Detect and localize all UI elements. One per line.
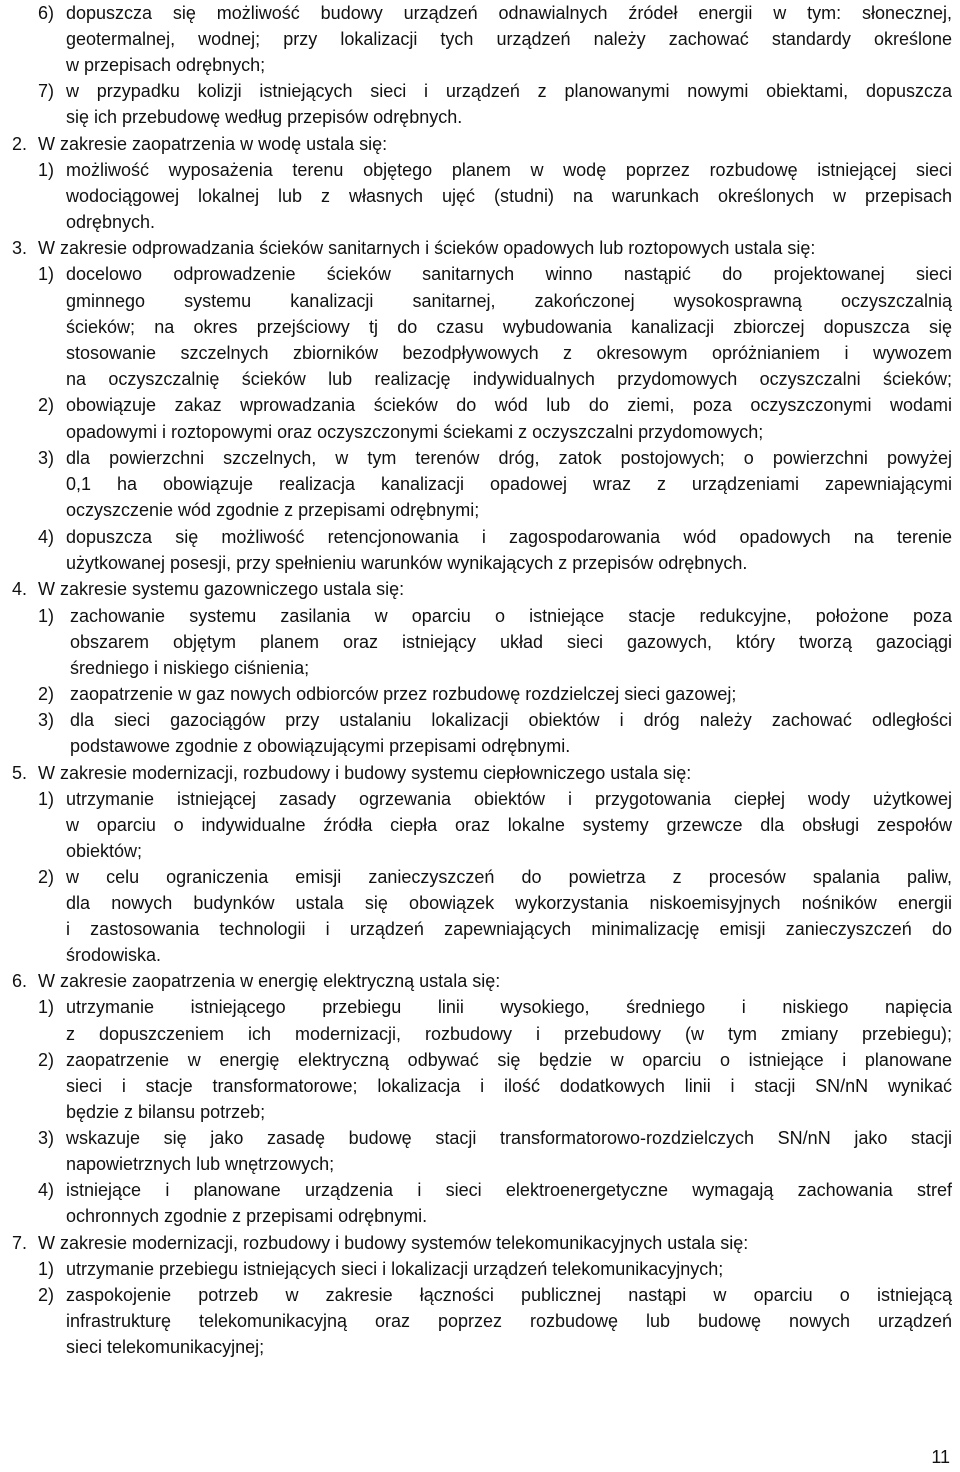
text-line xyxy=(0,1256,960,1282)
text-line xyxy=(0,340,960,366)
text-line xyxy=(0,1099,960,1125)
list-number: 1) xyxy=(38,160,55,180)
text-line xyxy=(0,760,960,786)
line-text: z dopuszczeniem ich modernizacji, rozbudowy i przebudowy (w tym zmiany przebiegu); xyxy=(66,1024,952,1044)
line-text: W zakresie zaopatrzenia w energię elektryczną ustala się: xyxy=(38,971,501,991)
line-text: się ich przebudowę według przepisów odrębnych. xyxy=(66,107,463,127)
text-line xyxy=(0,916,960,942)
list-number: 2) xyxy=(38,1050,55,1070)
list-number: 4) xyxy=(38,1180,55,1200)
text-line xyxy=(0,786,960,812)
text-line xyxy=(0,497,960,523)
text-line xyxy=(0,183,960,209)
list-number: 4. xyxy=(12,579,28,599)
list-number: 1) xyxy=(38,997,55,1017)
text-line xyxy=(0,1334,960,1360)
text-line xyxy=(0,157,960,183)
line-text: zaopatrzenie w gaz nowych odbiorców przez rozbudowę rozdzielczej sieci gazowej; xyxy=(70,684,737,704)
list-number: 2) xyxy=(38,684,55,704)
list-number: 1) xyxy=(38,606,55,626)
text-line xyxy=(0,209,960,235)
line-text: sieci i stacje transformatorowe; lokalizacja i ilość dodatkowych linii i stacji SN/nN wynikać xyxy=(66,1076,952,1096)
text-line xyxy=(0,104,960,130)
line-text: utrzymanie istniejącego przebiegu linii wysokiego, średniego i niskiego napięcia xyxy=(66,997,952,1017)
text-line xyxy=(0,52,960,78)
text-line xyxy=(0,1282,960,1308)
text-line xyxy=(0,1073,960,1099)
list-number: 3) xyxy=(38,710,55,730)
line-text: użytkowanej posesji, przy spełnieniu warunków wynikających z przepisów odrębnych. xyxy=(66,553,748,573)
text-line xyxy=(0,471,960,497)
line-text: stosowanie szczelnych zbiorników bezodpływowych z okresowym opróżnianiem i wywozem xyxy=(66,343,952,363)
list-number: 6) xyxy=(38,3,55,23)
text-line xyxy=(0,655,960,681)
line-text: W zakresie modernizacji, rozbudowy i budowy systemu ciepłowniczego ustala się: xyxy=(38,763,692,783)
list-number: 1) xyxy=(38,789,55,809)
text-line xyxy=(0,1203,960,1229)
line-text: oczyszczenie wód zgodnie z przepisami odrębnymi; xyxy=(66,500,480,520)
line-text: środowiska. xyxy=(66,945,162,965)
text-line xyxy=(0,576,960,602)
line-text: utrzymanie przebiegu istniejących sieci i lokalizacji urządzeń telekomunikacyjnych; xyxy=(66,1259,724,1279)
line-text: W zakresie zaopatrzenia w wodę ustala się: xyxy=(38,134,388,154)
line-text: zachowanie systemu zasilania w oparciu o istniejące stacje redukcyjne, położone poza xyxy=(70,606,952,626)
text-line xyxy=(0,838,960,864)
text-line xyxy=(0,419,960,445)
list-number: 7. xyxy=(12,1233,28,1253)
text-line xyxy=(0,366,960,392)
line-text: W zakresie systemu gazowniczego ustala się: xyxy=(38,579,405,599)
line-text: docelowo odprowadzenie ścieków sanitarnych winno nastąpić do projektowanej sieci xyxy=(66,264,952,284)
line-text: dla powierzchni szczelnych, w tym terenów dróg, zatok postojowych; o powierzchni powyżej xyxy=(66,448,952,468)
line-text: w celu ograniczenia emisji zanieczyszczeń do powietrza z procesów spalania paliw, xyxy=(66,867,952,887)
line-text: napowietrznych lub wnętrzowych; xyxy=(66,1154,335,1174)
list-number: 6. xyxy=(12,971,28,991)
text-line xyxy=(0,1021,960,1047)
text-line xyxy=(0,26,960,52)
line-text: dopuszcza się możliwość budowy urządzeń odnawialnych źródeł energii w tym: słonecznej, xyxy=(66,3,952,23)
text-line xyxy=(0,261,960,287)
line-text: możliwość wyposażenia terenu objętego planem w wodę poprzez rozbudowę istniejącej sieci xyxy=(66,160,952,180)
list-number: 3. xyxy=(12,238,28,258)
text-line xyxy=(0,550,960,576)
line-text: obowiązuje zakaz wprowadzania ścieków do wód lub do ziemi, poza oczyszczonymi wodami xyxy=(66,395,952,415)
line-text: infrastrukturę telekomunikacyjną oraz poprzez rozbudowę lub budowę nowych urządzeń xyxy=(66,1311,952,1331)
text-line xyxy=(0,1151,960,1177)
text-line xyxy=(0,314,960,340)
text-line xyxy=(0,1177,960,1203)
line-text: istniejące i planowane urządzenia i sieci elektroenergetyczne wymagają zachowania stref xyxy=(66,1180,952,1200)
text-line xyxy=(0,890,960,916)
text-line xyxy=(0,681,960,707)
line-text: odrębnych. xyxy=(66,212,156,232)
page-number: 11 xyxy=(931,1447,950,1467)
text-line xyxy=(0,994,960,1020)
line-text: i zastosowania technologii i urządzeń zapewniających minimalizację emisji zanieczyszczeń do xyxy=(66,919,952,939)
line-text: wskazuje się jako zasadę budowę stacji transformatorowo-rozdzielczych SN/nN jako stacji xyxy=(66,1128,952,1148)
text-line xyxy=(0,1125,960,1151)
text-line xyxy=(0,524,960,550)
list-number: 3) xyxy=(38,448,55,468)
line-text: gminnego systemu kanalizacji sanitarnej, zakończonej wysokosprawną oczyszczalnią xyxy=(66,291,952,311)
list-number: 1) xyxy=(38,264,55,284)
line-text: w przypadku kolizji istniejących sieci i urządzeń z planowanymi nowymi obiektami, dopuszcza xyxy=(66,81,952,101)
text-line xyxy=(0,1308,960,1334)
line-text: obiektów; xyxy=(66,841,143,861)
line-text: opadowymi i roztopowymi oraz oczyszczonymi ściekami z oczyszczalni przydomowych; xyxy=(66,422,764,442)
text-line xyxy=(0,733,960,759)
line-text: ochronnych zgodnie z przepisami odrębnymi. xyxy=(66,1206,428,1226)
text-line xyxy=(0,629,960,655)
text-line xyxy=(0,0,960,26)
line-text: zaspokojenie potrzeb w zakresie łączności publicznej nastąpi w oparciu o istniejącą xyxy=(66,1285,952,1305)
text-line xyxy=(0,603,960,629)
line-text: w oparciu o indywidualne źródła ciepła oraz lokalne systemy grzewcze dla obsługi zespołów xyxy=(66,815,952,835)
text-line xyxy=(0,288,960,314)
text-line xyxy=(0,864,960,890)
list-number: 7) xyxy=(38,81,55,101)
list-number: 2) xyxy=(38,395,55,415)
line-text: dla sieci gazociągów przy ustalaniu lokalizacji obiektów i dróg należy zachować odległości xyxy=(70,710,952,730)
line-text: w przepisach odrębnych; xyxy=(66,55,266,75)
list-number: 2. xyxy=(12,134,28,154)
list-number: 5. xyxy=(12,763,28,783)
line-text: 0,1 ha obowiązuje realizacja kanalizacji opadowej wraz z urządzeniami zapewniającymi xyxy=(66,474,952,494)
line-text: obszarem objętym planem oraz istniejący układ sieci gazowych, który tworzą gazociągi xyxy=(70,632,952,652)
text-line xyxy=(0,78,960,104)
text-line xyxy=(0,1230,960,1256)
list-number: 3) xyxy=(38,1128,55,1148)
text-line xyxy=(0,235,960,261)
line-text: zaopatrzenie w energię elektryczną odbywać się będzie w oparciu o istniejące i planowane xyxy=(66,1050,952,1070)
list-number: 1) xyxy=(38,1259,55,1279)
line-text: W zakresie odprowadzania ścieków sanitarnych i ścieków opadowych lub roztopowych ustala się: xyxy=(38,238,816,258)
list-number: 4) xyxy=(38,527,55,547)
line-text: dla nowych budynków ustala się obowiązek wykorzystania niskoemisyjnych nośników energii xyxy=(66,893,952,913)
text-line xyxy=(0,392,960,418)
line-text: dopuszcza się możliwość retencjonowania i zagospodarowania wód opadowych na terenie xyxy=(66,527,952,547)
line-text: średniego i niskiego ciśnienia; xyxy=(70,658,310,678)
text-line xyxy=(0,707,960,733)
line-text: ścieków; na okres przejściowy tj do czasu wybudowania kanalizacji zbiorczej dopuszcza się xyxy=(66,317,952,337)
line-text: wodociągowej lokalnej lub z własnych ujęć (studni) na warunkach określonych w przepisach xyxy=(66,186,952,206)
line-text: na oczyszczalnię ścieków lub realizację indywidualnych przydomowych oczyszczalni ścieków; xyxy=(66,369,952,389)
line-text: podstawowe zgodnie z obowiązującymi przepisami odrębnymi. xyxy=(70,736,571,756)
list-number: 2) xyxy=(38,1285,55,1305)
text-line xyxy=(0,445,960,471)
text-line xyxy=(0,942,960,968)
line-text: utrzymanie istniejącej zasady ogrzewania obiektów i przygotowania ciepłej wody użytkowej xyxy=(66,789,952,809)
line-text: geotermalnej, wodnej; przy lokalizacji tych urządzeń należy zachować standardy określone xyxy=(66,29,952,49)
list-number: 2) xyxy=(38,867,55,887)
text-line xyxy=(0,968,960,994)
line-text: będzie z bilansu potrzeb; xyxy=(66,1102,266,1122)
line-text: sieci telekomunikacyjnej; xyxy=(66,1337,265,1357)
text-line xyxy=(0,1047,960,1073)
line-text: W zakresie modernizacji, rozbudowy i budowy systemów telekomunikacyjnych ustala się: xyxy=(38,1233,749,1253)
text-line xyxy=(0,812,960,838)
text-line xyxy=(0,131,960,157)
